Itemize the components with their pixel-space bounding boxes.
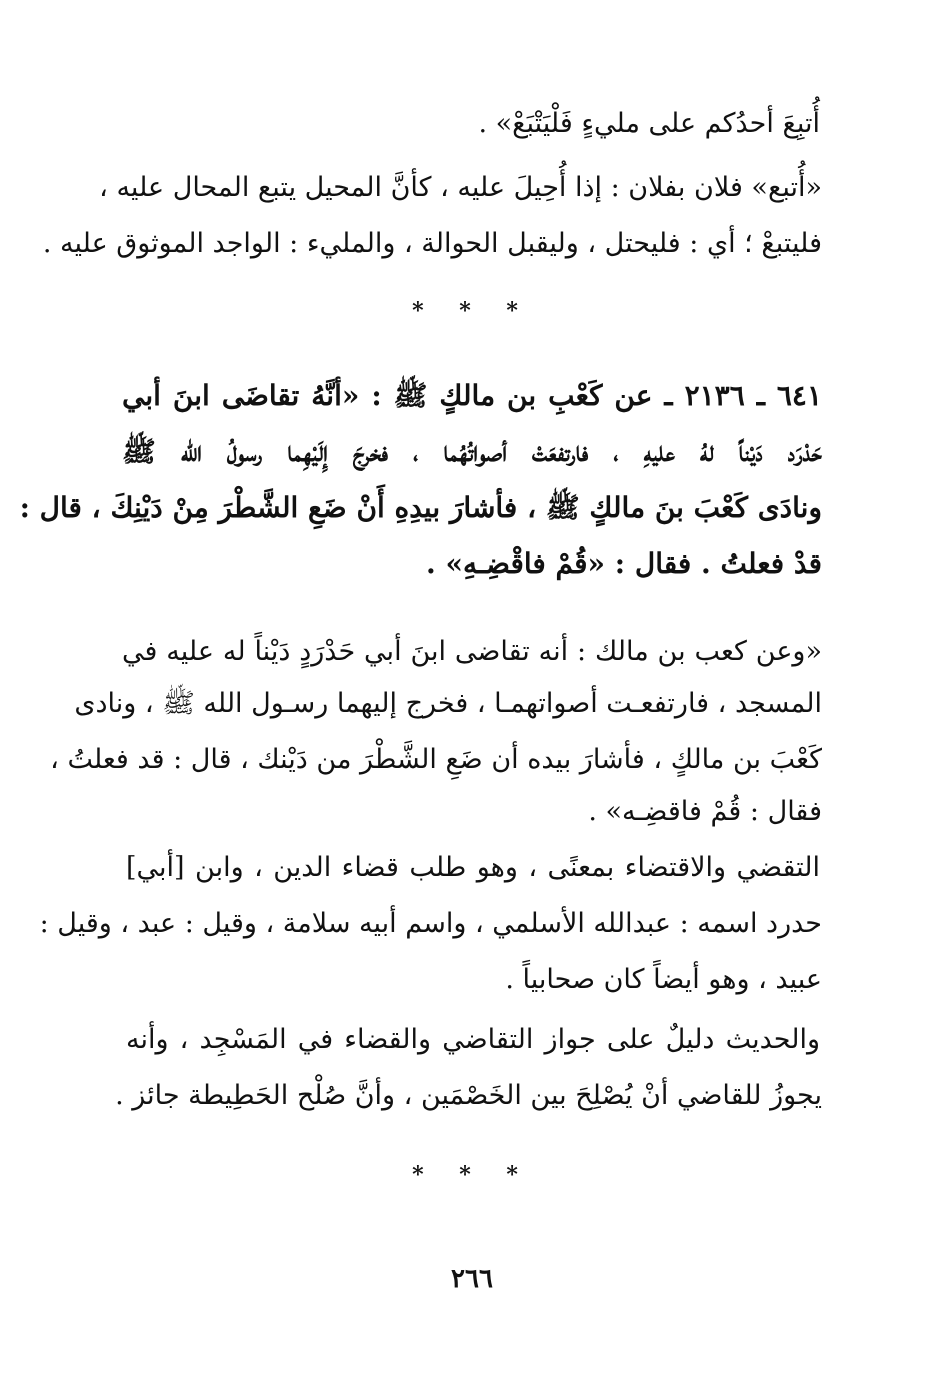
page-number: ٢٦٦ [451, 1264, 493, 1294]
commentary-line: عبيد ، وهو أيضاً كان صحابياً . [505, 964, 822, 995]
hadith-line: حَدْرَد دَيْناً لهُ عليهِ ، فارتفعَتْ أصواتُهُما ، فخرجَ إِلَيْهِما رسولُ الله ﷺ [122, 435, 822, 468]
commentary-line: حدرد اسمه : عبدالله الأسلمي ، واسم أبيه سلامة ، وقيل : عبد ، وقيل : [39, 908, 822, 939]
text-line: فليتبعْ ؛ أي : فليحتل ، وليقبل الحوالة ، والمليء : الواجد الموثوق عليه . [42, 228, 822, 259]
text-line: «أُتبع» فلان بفلان : إذا أُحِيلَ عليه ، كأنَّ المحيل يتبع المحال عليه ، [99, 172, 822, 203]
commentary-line: المسجد ، فارتفعـت أصواتهمـا ، فخرج إليهما رسـول الله ﷺ ، ونادى [74, 688, 822, 719]
commentary-line: «وعن كعب بن مالك : أنه تقاضى ابنَ أبي حَدْرَدٍ دَيْناً له عليه في [122, 636, 822, 667]
hadith-line: ونادَى كَعْبَ بنَ مالكٍ ﷺ ، فأشارَ بيدِهِ أَنْ ضَعِ الشَّطْرَ مِنْ دَيْنِكَ ، قال : [19, 491, 822, 524]
hadith-line: ٦٤١ ـ ٢١٣٦ ـ عن كَعْبِ بن مالكٍ ﷺ : «أنَّهُ تقاضَى ابنَ أبي [122, 379, 822, 412]
commentary-line: كَعْبَ بن مالكٍ ، فأشارَ بيده أن ضَعِ الشَّطْرَ من دَيْنك ، قال : قد فعلتُ ، [50, 744, 822, 775]
commentary-line: يجوزُ للقاضي أنْ يُصْلِحَ بين الخَصْمَين ، وأنَّ صُلْح الحَطِيطة جائز . [115, 1080, 822, 1111]
section-separator: * * * [412, 298, 532, 324]
commentary-line: فقال : قُمْ فاقضِـه» . [588, 796, 822, 827]
section-separator: * * * [412, 1162, 532, 1188]
hadith-line: قدْ فعلتُ . فقال : «قُمْ فاقْضِـهِ» . [425, 547, 822, 580]
commentary-line: التقضي والاقتضاء بمعنًى ، وهو طلب قضاء الدين ، وابن [أبي] [126, 852, 820, 883]
text-line: أُتبِعَ أحدُكم على مليءٍ فَلْيَتْبَعْ» . [478, 108, 820, 139]
commentary-line: والحديث دليلٌ على جواز التقاضي والقضاء في المَسْجِد ، وأنه [126, 1024, 820, 1055]
